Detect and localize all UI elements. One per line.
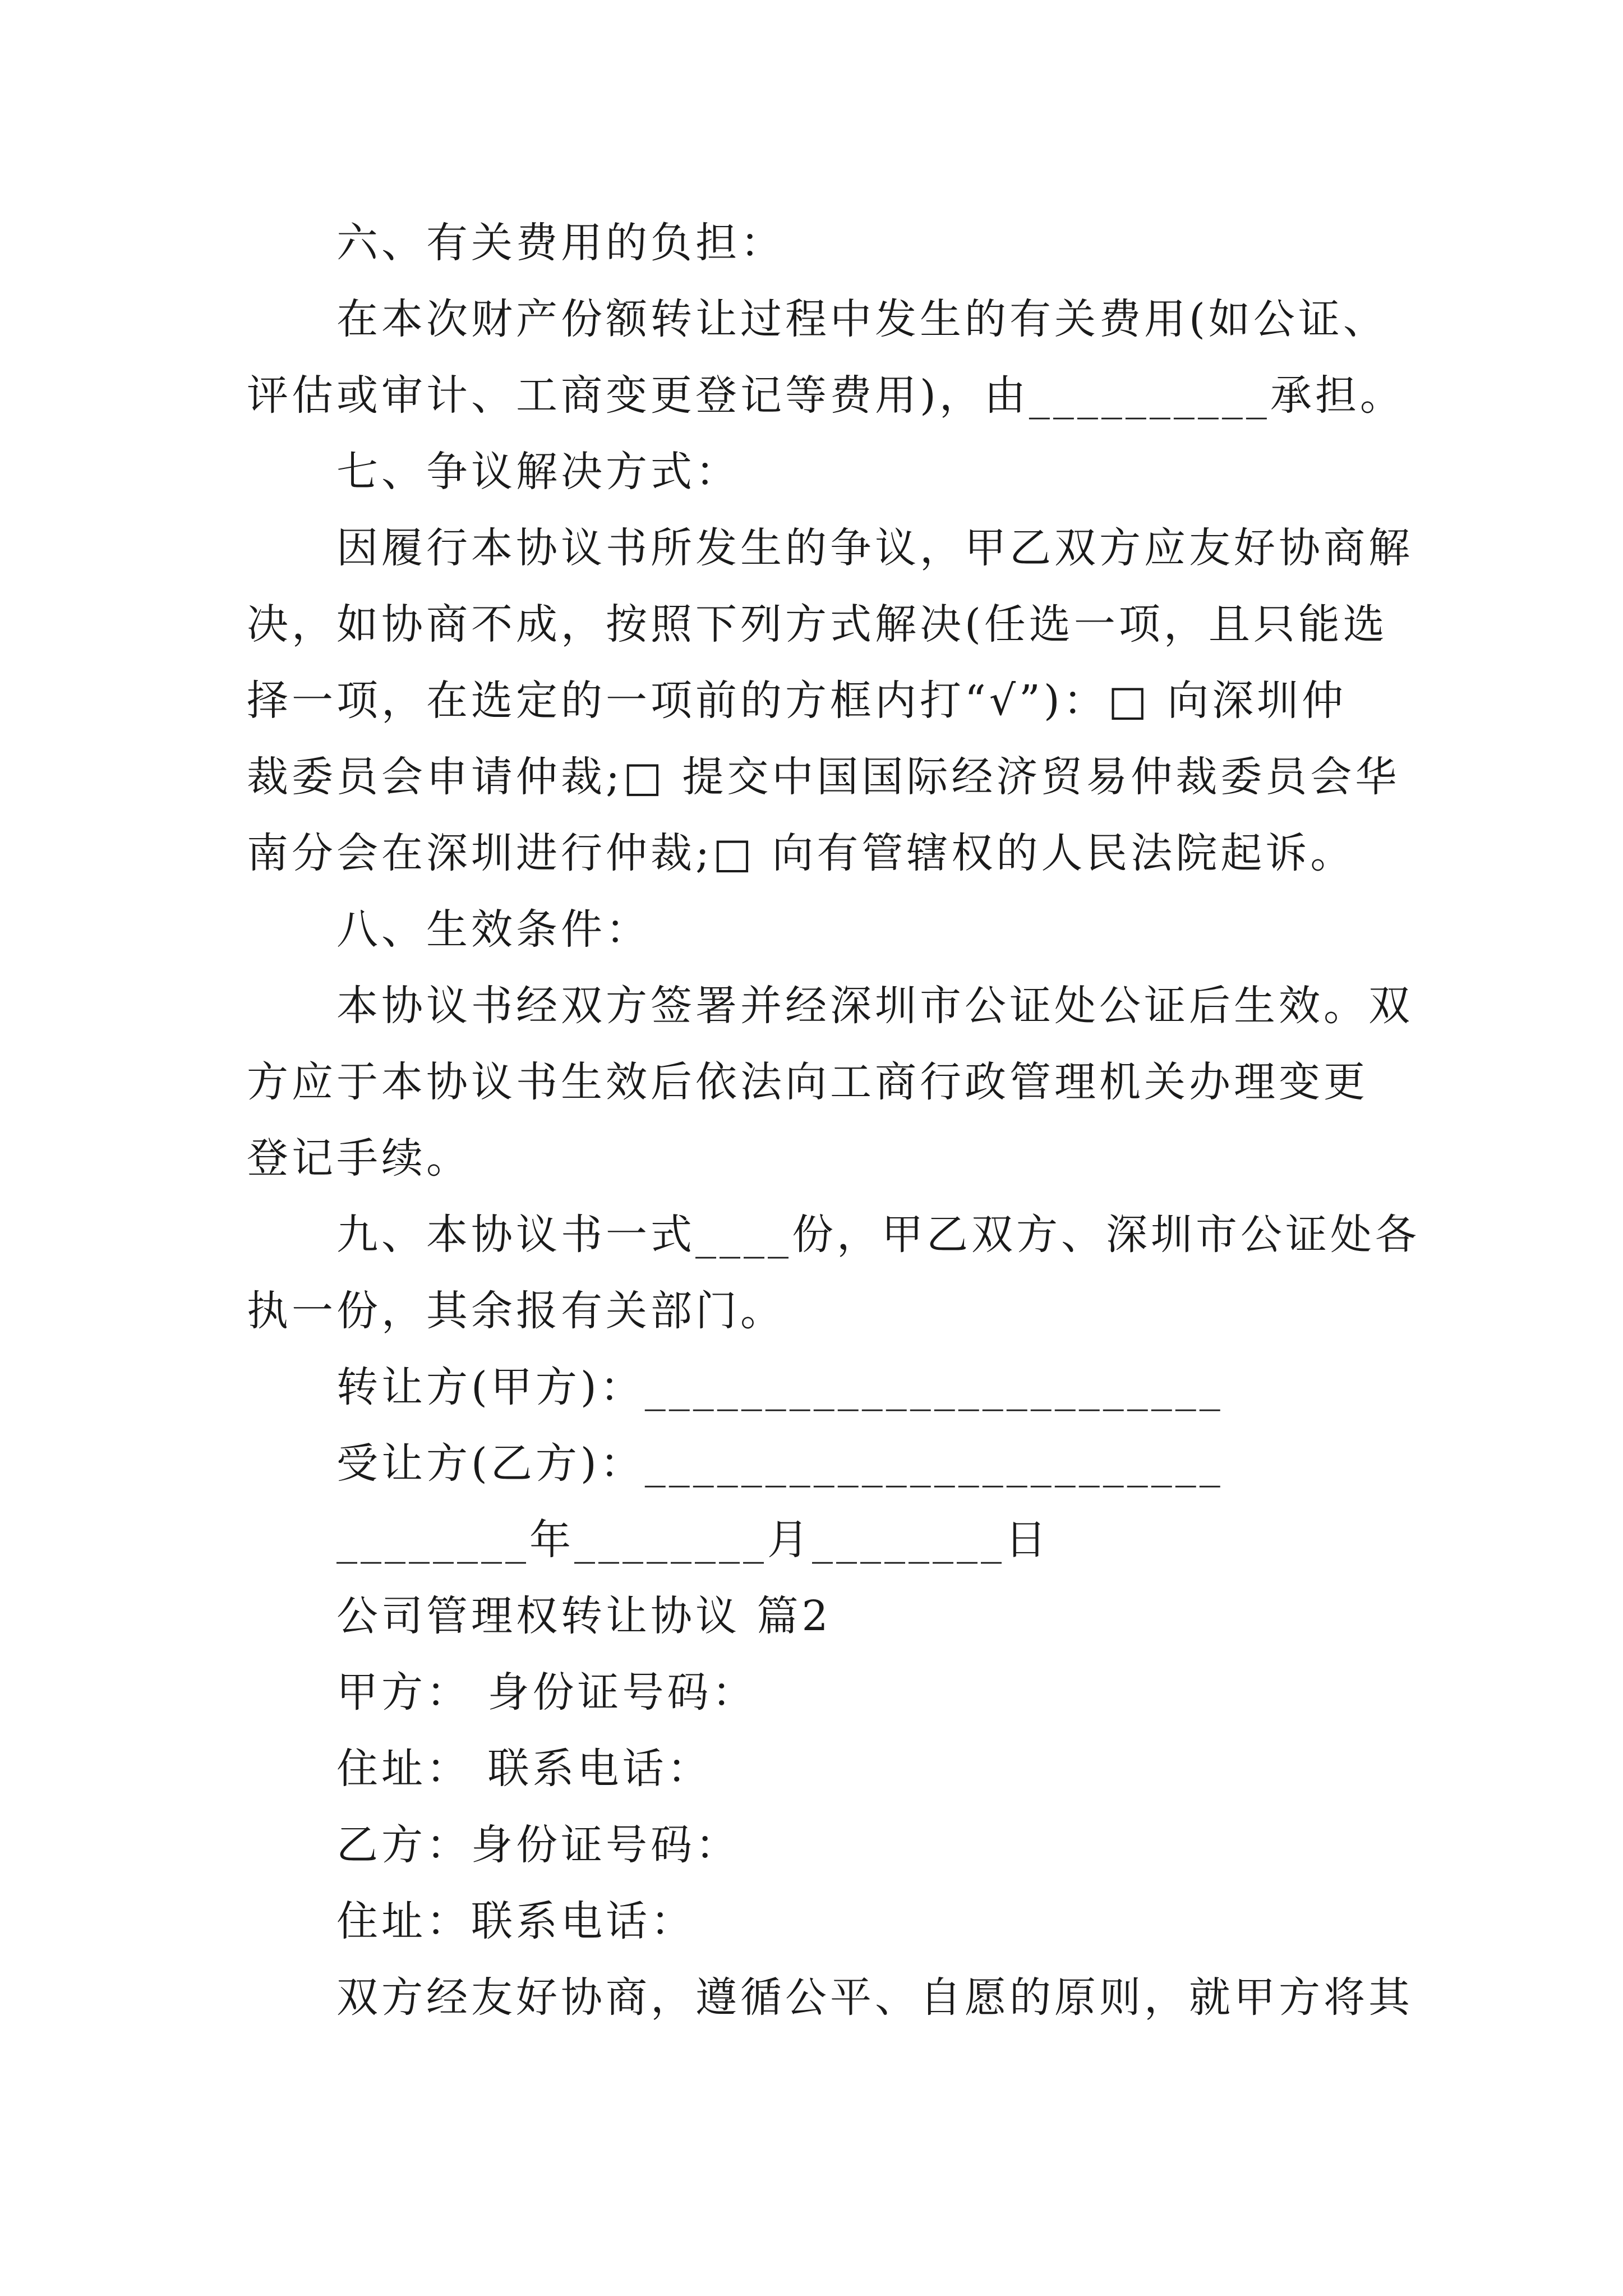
party-b-line: 乙方：身份证号码： bbox=[336, 1821, 740, 1869]
agreement-title: 公司管理权转让协议 篇2 bbox=[336, 1592, 832, 1640]
paragraph-line: 双方经友好协商，遵循公平、自愿的原则，就甲方将其 bbox=[336, 1973, 1413, 2022]
section-eight-heading: 八、生效条件： bbox=[336, 905, 651, 954]
transferee-signature-line: 受让方(乙方)：________________________ bbox=[336, 1439, 1224, 1488]
paragraph-line: 因履行本协议书所发生的争议，甲乙双方应友好协商解 bbox=[336, 524, 1413, 572]
paragraph-line: 决，如协商不成，按照下列方式解决(任选一项，且只能选 bbox=[247, 600, 1388, 648]
paragraph-line: 评估或审计、工商变更登记等费用)，由__________承担。 bbox=[247, 371, 1405, 420]
party-b-address-line: 住址：联系电话： bbox=[336, 1897, 695, 1945]
section-seven-heading: 七、争议解决方式： bbox=[336, 448, 740, 496]
paragraph-line: 登记手续。 bbox=[247, 1134, 471, 1182]
paragraph-line: 方应于本协议书生效后依法向工商行政管理机关办理变更 bbox=[247, 1058, 1368, 1106]
section-six-heading: 六、有关费用的负担： bbox=[336, 219, 785, 267]
paragraph-line: 裁委员会申请仲裁;□ 提交中国国际经济贸易仲裁委员会华 bbox=[247, 753, 1400, 801]
paragraph-line: 择一项，在选定的一项前的方框内打“√”)：□ 向深圳仲 bbox=[247, 677, 1347, 725]
date-line: ________年________月________日 bbox=[336, 1516, 1050, 1564]
paragraph-line: 本协议书经双方签署并经深圳市公证处公证后生效。双 bbox=[336, 982, 1413, 1030]
party-a-line: 甲方： 身份证号码： bbox=[336, 1668, 757, 1717]
section-nine-line: 九、本协议书一式____份，甲乙双方、深圳市公证处各 bbox=[336, 1211, 1420, 1259]
transferor-signature-line: 转让方(甲方)：________________________ bbox=[336, 1363, 1224, 1411]
paragraph-line: 南分会在深圳进行仲裁;□ 向有管辖权的人民法院起诉。 bbox=[247, 829, 1355, 877]
party-a-address-line: 住址： 联系电话： bbox=[336, 1745, 712, 1793]
paragraph-line: 在本次财产份额转让过程中发生的有关费用(如公证、 bbox=[336, 295, 1388, 343]
paragraph-line: 执一份，其余报有关部门。 bbox=[247, 1287, 785, 1335]
